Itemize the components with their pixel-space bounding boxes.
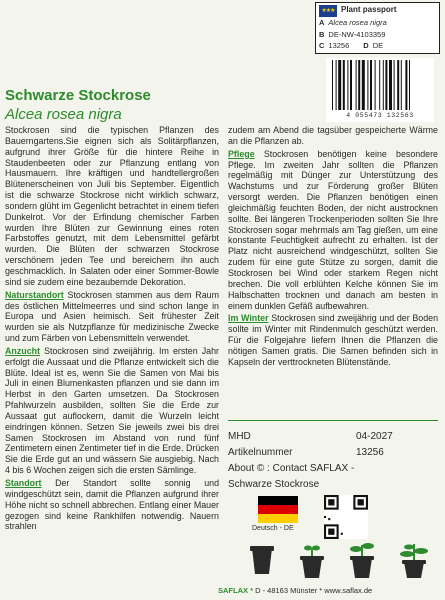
pot-icon [238,542,286,580]
section-text: Stockrosen stammen aus dem Raum des östlichen Mittelmeerres und sind schon lange in Europa und Asien heimisch. Seit frühester Zeit wurden sie als Nutzpflanze für medizinische Zwecke und zum Färben von Lebensmitteln verwendet. [5,289,219,344]
section-pflege [228,149,438,312]
language-label: Deutsch - DE [252,525,294,532]
text-column-right [228,125,438,368]
intro-text: Stockrosen sind die typischen Pflanzen des Bauerngartens.Sie eignen sich als Solitärpflanzen, aufgrund ihrer Größe für die hintere Reihe in Staudenbeeten oder zur Pflanzung entlang von Hausmauern. Ihre kräftigen und handtellergroßen Blütenerscheinen von Juli bis September. Eigentlich ist die schwarze Stockrose nicht wirklich schwarz, sondern glüht im Gegenlicht betrachtet in einem tiefen Dunkelrot. Vor der Erfindung chemischer Farben wurden Ihre Blüten zur Gewinnung eines roten Farbstoffes genutzt, mit dem Lebensmittel gefärbt wurden. Die Blüten der schwarzen Stockrose verschönern jeden Tee und bereichern ihn auch geschmacklich. In Salaten oder einer Sommer-Bowle sind sie zudem eine bezaubernde Dekoration. [5,125,219,287]
section-winter [228,313,438,367]
passport-row-b: B DE-NW-4103359 [319,30,386,39]
section-text: Stockrosen sind zweijährig und der Boden sollte im Winter mit Rindenmulch geschützt werden. Für die Folgejahre liefern Ihnen die Pflanzen die nötigen Samen gratis. Die Samen befinden sich in Kapseln der verttrockneten Blütenstände. [228,313,438,367]
mhd-row: MHD 04-2027 [228,431,393,442]
plant-icon [390,542,438,580]
latin-name: Alcea rosea nigra [5,106,122,123]
section-text: Der Standort sollte sonnig und windgeschützt sein, damit die Pflanzen aufgrund ihrer Höhe nicht so schnell abbrechen. Entlang einer Mauer gezogen sind keine Rankhilfen notwendig. Nauern strahlen [5,478,219,532]
footer-address: * D - 48163 Münster * www.saflax.de [248,586,373,595]
barcode-bars-icon [330,60,430,112]
section-standort [5,478,219,532]
about-line: About © : Contact SAFLAX - [228,463,355,474]
footer [218,586,443,595]
seedling-icon [288,542,336,580]
section-text: Stockrosen benötigen keine besondere Pflege. Im zweiten Jahr sollten die Pflanzen regelmäßig mit Dünger zur Unterstützung des Wachstums und zur Förderung großer Blüten versorgt werden. Die Pflanzen benötigen einen gleichmäßig feuchten Boden, der nicht austrocknen sollte. Bei längeren Trockenperioden sollten Sie Ihre Stockrosen sogar mehrmals am Tag gießen, um eine konstante Feuchtigkeit aufrecht zu erhalten. Ist der Platz nicht ausreichend windgeschützt, sollten Sie zudem für eine gute Stütze zu sorgen, damit die Stockrosen bei Wind oder starkem Regen nicht brechen. Die voll erblühten Kelche können Sie im Halbschatten trocknen und danach am besten in einem dunklen Gefäß aufbewahren. [228,148,438,311]
brand-name: SAFLAX [218,586,248,595]
section-naturstandort [5,290,219,344]
barcode [326,58,434,122]
eu-flag-icon: ★★★ [319,5,337,17]
section-text: Stockrosen sind zweijährig. Im ersten Jahr erfolgt die Aussaat und die Pflanze entwickelt sich die Blüte. Ideal ist es, wenn Sie die Samen von Mai bis Juli in einen Blumenkasten pflanzen und sie dann im Herbst in den Garten umsetzen. Da Stockrosen Pfahlwurzeln ausbilden, sollten Sie die Erde zur Aussaat gut auflockern, damit die Wurzeln leicht eindringen können. Setzen Sie jeweils zwei bis drei Samen Stockrosen im Abstand von rund fünf Zentimetern einen Zentimeter tief in die Erde. Drücken Sie die Erde gut an und wässern Sie ausgiebig. Nach 4 bis 6 Wochen zeigen sich die ersten Sämlinge. [5,345,219,476]
plant-passport-box [315,2,440,54]
section-heading: Im Winter [228,313,269,324]
section-anzucht [5,346,219,476]
section-heading: Anzucht [5,345,41,356]
standort-continued: zudem am Abend die tagsüber gespeicherte Wärme an die Pflanzen ab. [228,125,438,146]
barcode-digits: 4 055473 132563 [346,112,414,119]
text-column-left [5,125,219,532]
article-number-row: Artikelnummer 13256 [228,447,384,458]
variety-name: Schwarze Stockrose [228,479,320,490]
sprout-icon [338,542,386,580]
section-heading: Naturstandort [5,289,64,300]
section-heading: Standort [5,478,42,488]
german-flag-icon [258,496,298,523]
passport-row-c: C 13256 D DE [319,41,384,50]
page-title: Schwarze Stockrose [5,87,151,104]
passport-title: Plant passport [341,5,397,14]
qr-code-icon [324,495,368,539]
section-heading: Pflege [228,148,255,159]
passport-row-a: A Alcea rosea nigra [319,18,387,27]
divider [228,420,438,421]
